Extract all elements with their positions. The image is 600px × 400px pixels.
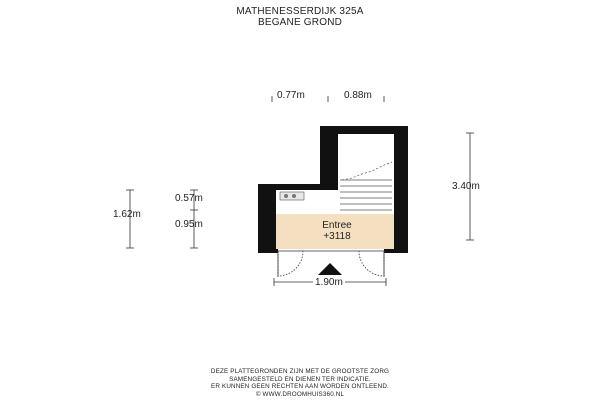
entrance-arrow-icon xyxy=(318,263,342,275)
dim-label-upper-left: 0.57m xyxy=(175,193,203,204)
room-name-entree: Entree xyxy=(322,220,352,231)
meter-cupboard xyxy=(280,192,304,200)
dim-label-height-right: 3.40m xyxy=(452,181,480,192)
plan-address-title: MATHENESSERDIJK 325A xyxy=(236,6,364,17)
dim-label-height-left: 1.62m xyxy=(113,209,141,220)
footer-line-1: DEZE PLATTEGRONDEN ZIJN MET DE GROOTSTE ZORG xyxy=(210,368,390,375)
dim-label-top-left: 0.77m xyxy=(277,90,305,101)
plan-floor-title: BEGANE GROND xyxy=(257,17,343,28)
footer-line-2: SAMENGESTELD EN DIENEN TER INDICATIE. xyxy=(229,375,371,383)
dim-label-lower-left: 0.95m xyxy=(175,219,203,230)
stair-shaft xyxy=(338,134,394,214)
footer-line-4: © WWW.DROOMHUIS360.NL xyxy=(255,390,345,398)
footer-line-3: ER KUNNEN GEEN RECHTEN AAN WORDEN ONTLEEND. xyxy=(211,383,389,391)
dim-label-width-bottom: 1.90m xyxy=(315,277,343,288)
room-level: +3118 xyxy=(323,231,351,242)
dim-label-top-right: 0.88m xyxy=(344,90,372,101)
